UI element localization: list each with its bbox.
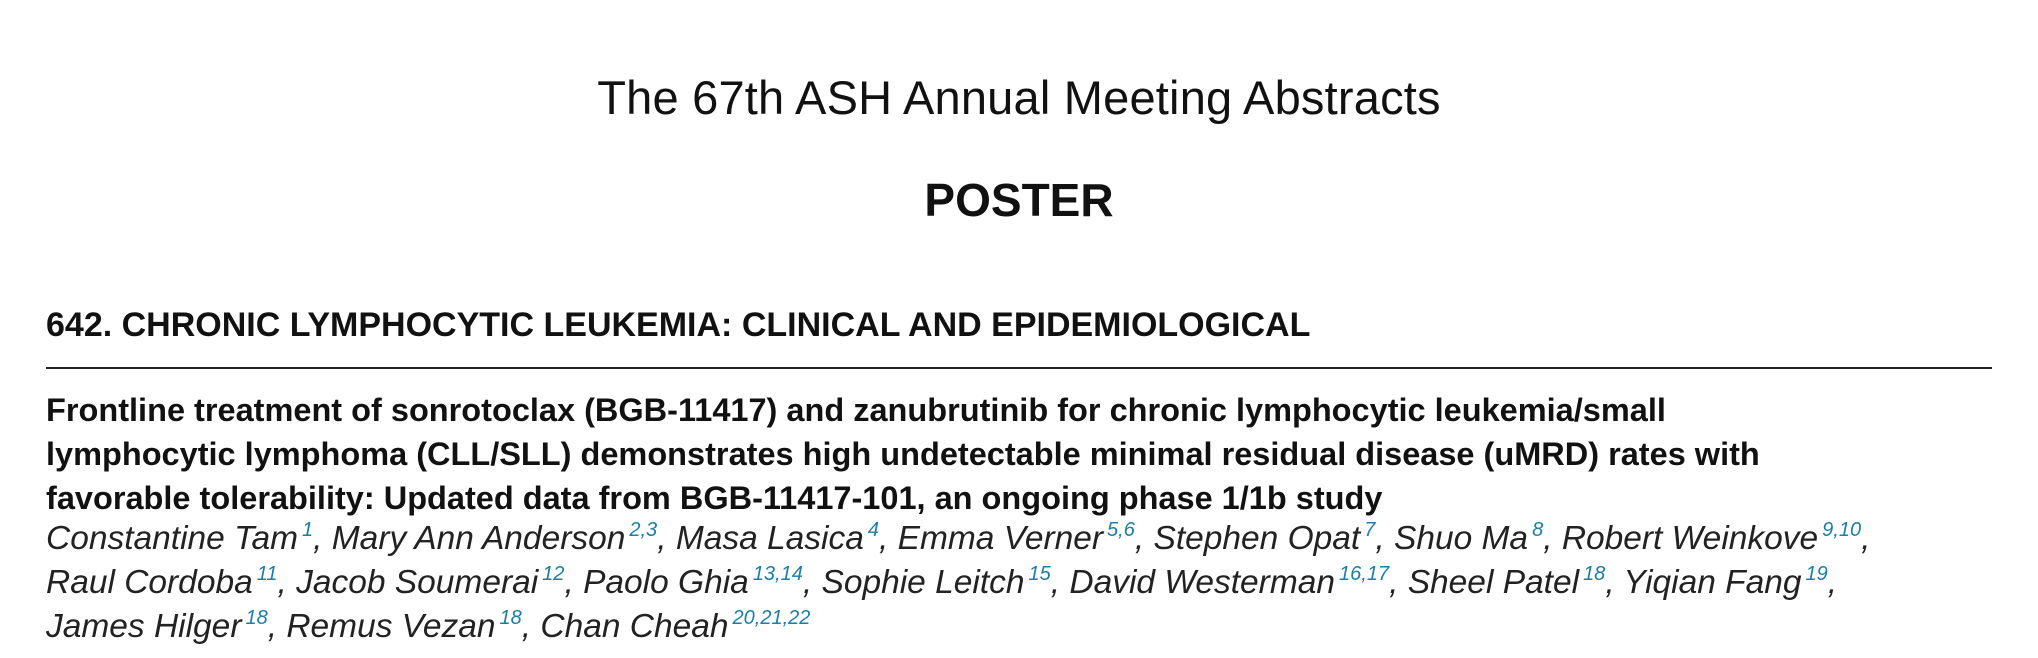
author-name: Emma Verner [897,520,1104,557]
author-list [46,517,1996,649]
affiliation-marker[interactable]: 8 [1532,519,1544,541]
author-name: Sophie Leitch [821,564,1025,601]
author-name: Chan Cheah [540,608,729,645]
affiliation-marker[interactable]: 18 [499,607,522,629]
abstract-title [46,388,1996,520]
author-separator: , [313,520,332,557]
author-separator: , [521,608,541,645]
section-heading: 642. CHRONIC LYMPHOCYTIC LEUKEMIA: CLINICAL AND EPIDEMIOLOGICAL [46,306,1311,344]
affiliation-marker[interactable]: 18 [245,607,268,629]
abstract-title-line: lymphocytic lymphoma (CLL/SLL) demonstrates high undetectable minimal residual disease (uMRD) rates with [46,436,1760,472]
author-separator: , [1605,564,1624,601]
author-separator: , [1375,520,1394,557]
affiliation-marker[interactable]: 16,17 [1339,563,1390,585]
author-line [46,561,1996,605]
affiliation-marker[interactable]: 11 [256,563,278,585]
author-separator: , [1827,564,1838,601]
section-divider [46,367,1992,369]
author-separator: , [564,564,584,601]
affiliation-marker[interactable]: 9,10 [1822,519,1862,541]
author-name: James Hilger [46,608,242,645]
journal-title: The 67th ASH Annual Meeting Abstracts [597,71,1441,124]
author-line [46,517,1996,561]
affiliation-marker[interactable]: 12 [542,563,565,585]
author-name: David Westerman [1069,564,1336,601]
author-separator: , [879,520,898,557]
abstract-title-line: Frontline treatment of sonrotoclax (BGB-11417) and zanubrutinib for chronic lymphocytic leukemia/small [46,392,1666,428]
author-name: Paolo Ghia [583,564,749,601]
affiliation-marker[interactable]: 20,21,22 [732,607,811,629]
author-separator: , [802,564,822,601]
affiliation-marker[interactable]: 4 [867,519,879,541]
author-name: Masa Lasica [675,520,864,557]
author-name: Robert Weinkove [1561,520,1819,557]
author-separator: , [277,564,297,601]
author-name: Shuo Ma [1393,520,1529,557]
affiliation-marker[interactable]: 5,6 [1107,519,1135,541]
affiliation-marker[interactable]: 13,14 [752,563,803,585]
author-separator: , [657,520,676,557]
author-separator: , [1389,564,1408,601]
author-name: Yiqian Fang [1623,564,1802,601]
affiliation-marker[interactable]: 18 [1583,563,1606,585]
affiliation-marker[interactable]: 7 [1364,519,1376,541]
author-separator: , [1134,520,1154,557]
author-name: Remus Vezan [286,608,496,645]
author-name: Stephen Opat [1153,520,1361,557]
author-line [46,605,1996,649]
author-separator: , [1543,520,1562,557]
affiliation-marker[interactable]: 1 [302,519,314,541]
affiliation-marker[interactable]: 15 [1028,563,1051,585]
affiliation-marker[interactable]: 2,3 [629,519,658,541]
author-name: Mary Ann Anderson [331,520,626,557]
author-name: Constantine Tam [46,520,299,557]
affiliation-marker[interactable]: 19 [1805,563,1828,585]
author-separator: , [267,608,287,645]
poster-label: POSTER [924,174,1114,226]
author-separator: , [1861,520,1871,557]
author-name: Jacob Soumerai [296,564,539,601]
abstract-title-line: favorable tolerability: Updated data from BGB-11417-101, an ongoing phase 1/1b study [46,480,1383,516]
author-name: Raul Cordoba [46,564,253,601]
author-name: Sheel Patel [1407,564,1580,601]
author-separator: , [1050,564,1070,601]
